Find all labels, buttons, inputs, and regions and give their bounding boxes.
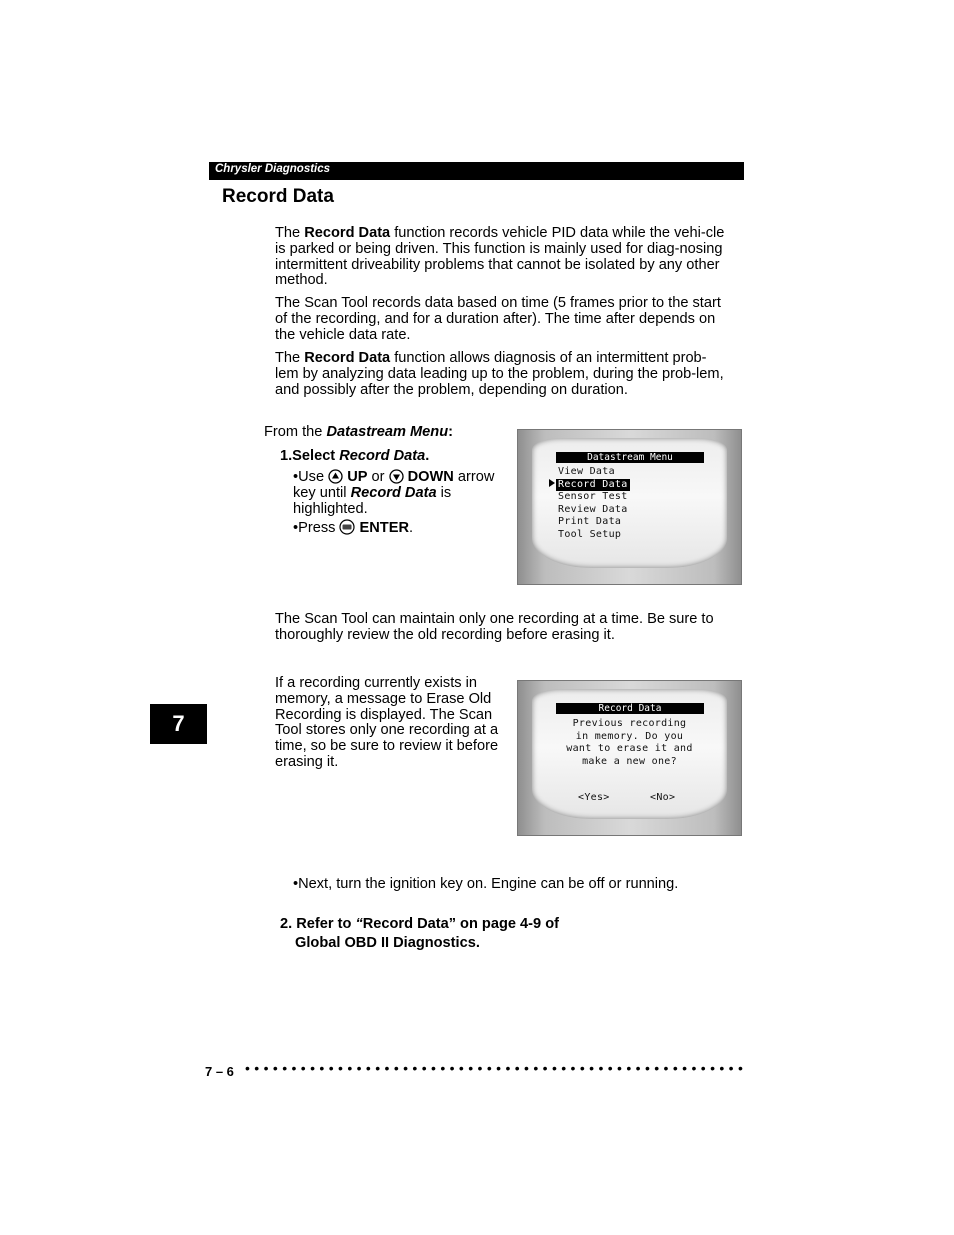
step-2-instruction: 2. Refer to “Record Data” on page 4-9 of Global OBD II Diagnostics. [280,916,559,951]
note-paragraph: The Scan Tool can maintain only one recording at a time. Be sure to thoroughly review the old recording before erasing it. [275,611,714,643]
footer-dot-leader: •••••••••••••••••••••••••••••••••••••••••••••••••••••• [245,1060,748,1076]
page-title: Record Data [222,186,334,207]
yes-option[interactable]: <Yes> [578,792,610,803]
message-line: make a new one? [582,755,677,767]
page-number: 7 – 6 [205,1064,234,1079]
menu-item[interactable]: View Data [558,466,615,477]
section-header-bar [209,162,744,180]
step-1-press-instruction: •Press ENTER. [293,520,414,536]
datastream-menu-screen [517,429,742,585]
step-1-heading: 1.Select Record Data. [280,448,430,464]
step-1-use-instruction: •Use UP or DOWN arrow key until Record Data is highlighted. [293,469,495,517]
menu-item[interactable]: Record Data [558,478,628,490]
ignition-instruction: •Next, turn the ignition key on. Engine can be off or running. [293,876,679,892]
enter-key-icon [339,519,355,535]
down-arrow-icon [389,469,404,484]
menu-item[interactable]: Print Data [558,516,622,528]
chapter-tab: 7 [150,704,207,744]
intro-paragraph-3: The Record Data function allows diagnosis of an intermittent prob-lem by analyzing data leading up to the problem, during the prob-lem, and possibly after the problem, depending on duration. [275,350,724,398]
message-line: in memory. Do you [575,730,684,742]
up-arrow-icon [328,469,343,484]
message-line: Previous recording [572,718,687,729]
section-tag: Chrysler Diagnostics [215,163,331,175]
menu-item[interactable]: Review Data [558,503,628,515]
message-line: want to erase it and [566,743,693,755]
record-data-screen [517,680,742,836]
intro-paragraph-1: The Record Data function records vehicle PID data while the vehi-cle is parked or being driven. This function is mainly used for diag-nosing intermittent driveability problems that cannot be isolated by any other method. [275,225,725,289]
no-option[interactable]: <No> [650,792,676,803]
menu-item[interactable]: Tool Setup [558,529,622,540]
selection-pointer-icon [549,479,555,487]
screen-title: Datastream Menu [556,452,704,463]
erase-paragraph: If a recording currently exists in memory, a message to Erase Old Recording is displayed. The Scan Tool stores only one recording at a time, so be sure to review it before erasing it. [275,675,499,770]
intro-paragraph-2: The Scan Tool records data based on time (5 frames prior to the start of the recording, and for a duration after). The time after depends on the vehicle data rate. [275,295,721,343]
screen-title: Record Data [556,703,704,714]
from-menu-line: From the Datastream Menu: [264,424,453,440]
menu-item[interactable]: Sensor Test [558,491,628,503]
